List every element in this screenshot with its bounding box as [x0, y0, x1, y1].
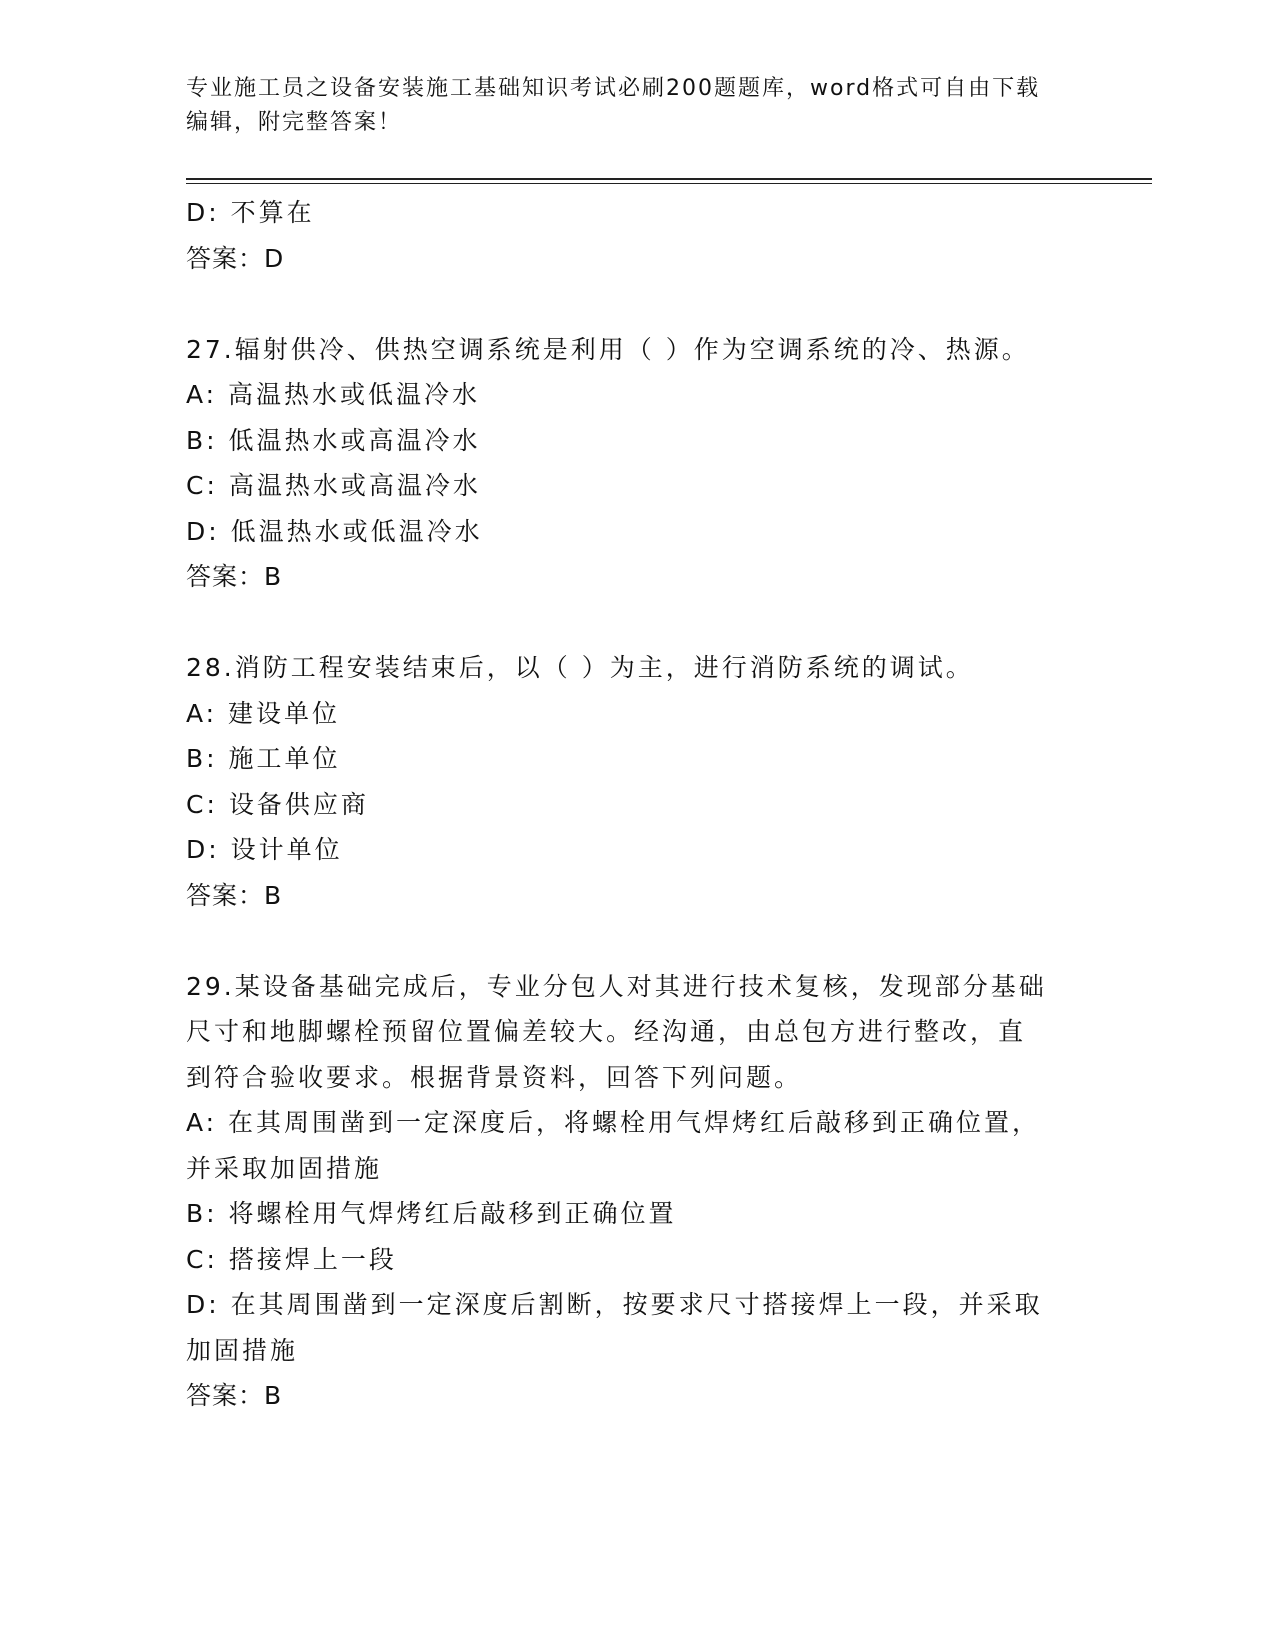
header-divider-thick	[186, 178, 1152, 180]
option-b: B: 低温热水或高温冷水	[186, 425, 481, 455]
question-stem-line-1: 29.某设备基础完成后，专业分包人对其进行技术复核，发现部分基础	[186, 971, 1047, 1001]
option-a-line-1: A: 在其周围凿到一定深度后，将螺栓用气焊烤红后敲移到正确位置，	[186, 1108, 1041, 1137]
question-list	[186, 190, 1086, 1419]
question-28	[186, 645, 1086, 918]
answer: 答案：D	[186, 243, 285, 273]
option-d: D: 设计单位	[186, 835, 343, 864]
option-d-line-1: D: 在其周围凿到一定深度后割断，按要求尺寸搭接焊上一段，并采取	[186, 1290, 1043, 1319]
header-line-2: 编辑，附完整答案！	[186, 110, 403, 135]
question-29	[186, 964, 1086, 1419]
option-d: D: 低温热水或低温冷水	[186, 516, 483, 546]
option-b: B: 施工单位	[186, 744, 341, 773]
document-header	[186, 72, 1086, 140]
header-divider-thin	[186, 183, 1152, 184]
question-stem-line-3: 到符合验收要求。根据背景资料，回答下列问题。	[186, 1062, 803, 1092]
question-stem-line-2: 尺寸和地脚螺栓预留位置偏差较大。经沟通，由总包方进行整改，直	[186, 1017, 1027, 1046]
previous-question-tail	[186, 190, 1086, 281]
answer: 答案：B	[186, 1381, 283, 1410]
option-a-line-2: 并采取加固措施	[186, 1153, 383, 1183]
spacer	[186, 918, 1086, 964]
option-d-line-2: 加固措施	[186, 1335, 299, 1365]
option-d: D: 不算在	[186, 198, 315, 227]
spacer	[186, 281, 1086, 327]
spacer	[186, 600, 1086, 646]
option-b: B: 将螺栓用气焊烤红后敲移到正确位置	[186, 1199, 677, 1228]
option-c: C: 搭接焊上一段	[186, 1244, 397, 1274]
answer: 答案：B	[186, 562, 283, 591]
question-stem: 28.消防工程安装结束后，以（ ）为主，进行消防系统的调试。	[186, 653, 974, 682]
option-a: A: 高温热水或低温冷水	[186, 380, 481, 409]
question-27	[186, 327, 1086, 600]
option-a: A: 建设单位	[186, 698, 341, 728]
option-c: C: 设备供应商	[186, 789, 369, 819]
answer: 答案：B	[186, 880, 283, 910]
option-c: C: 高温热水或高温冷水	[186, 471, 481, 500]
header-line-1: 专业施工员之设备安装施工基础知识考试必刷200题题库，word格式可自由下载	[186, 76, 1041, 101]
question-stem: 27.辐射供冷、供热空调系统是利用（ ）作为空调系统的冷、热源。	[186, 334, 1030, 364]
